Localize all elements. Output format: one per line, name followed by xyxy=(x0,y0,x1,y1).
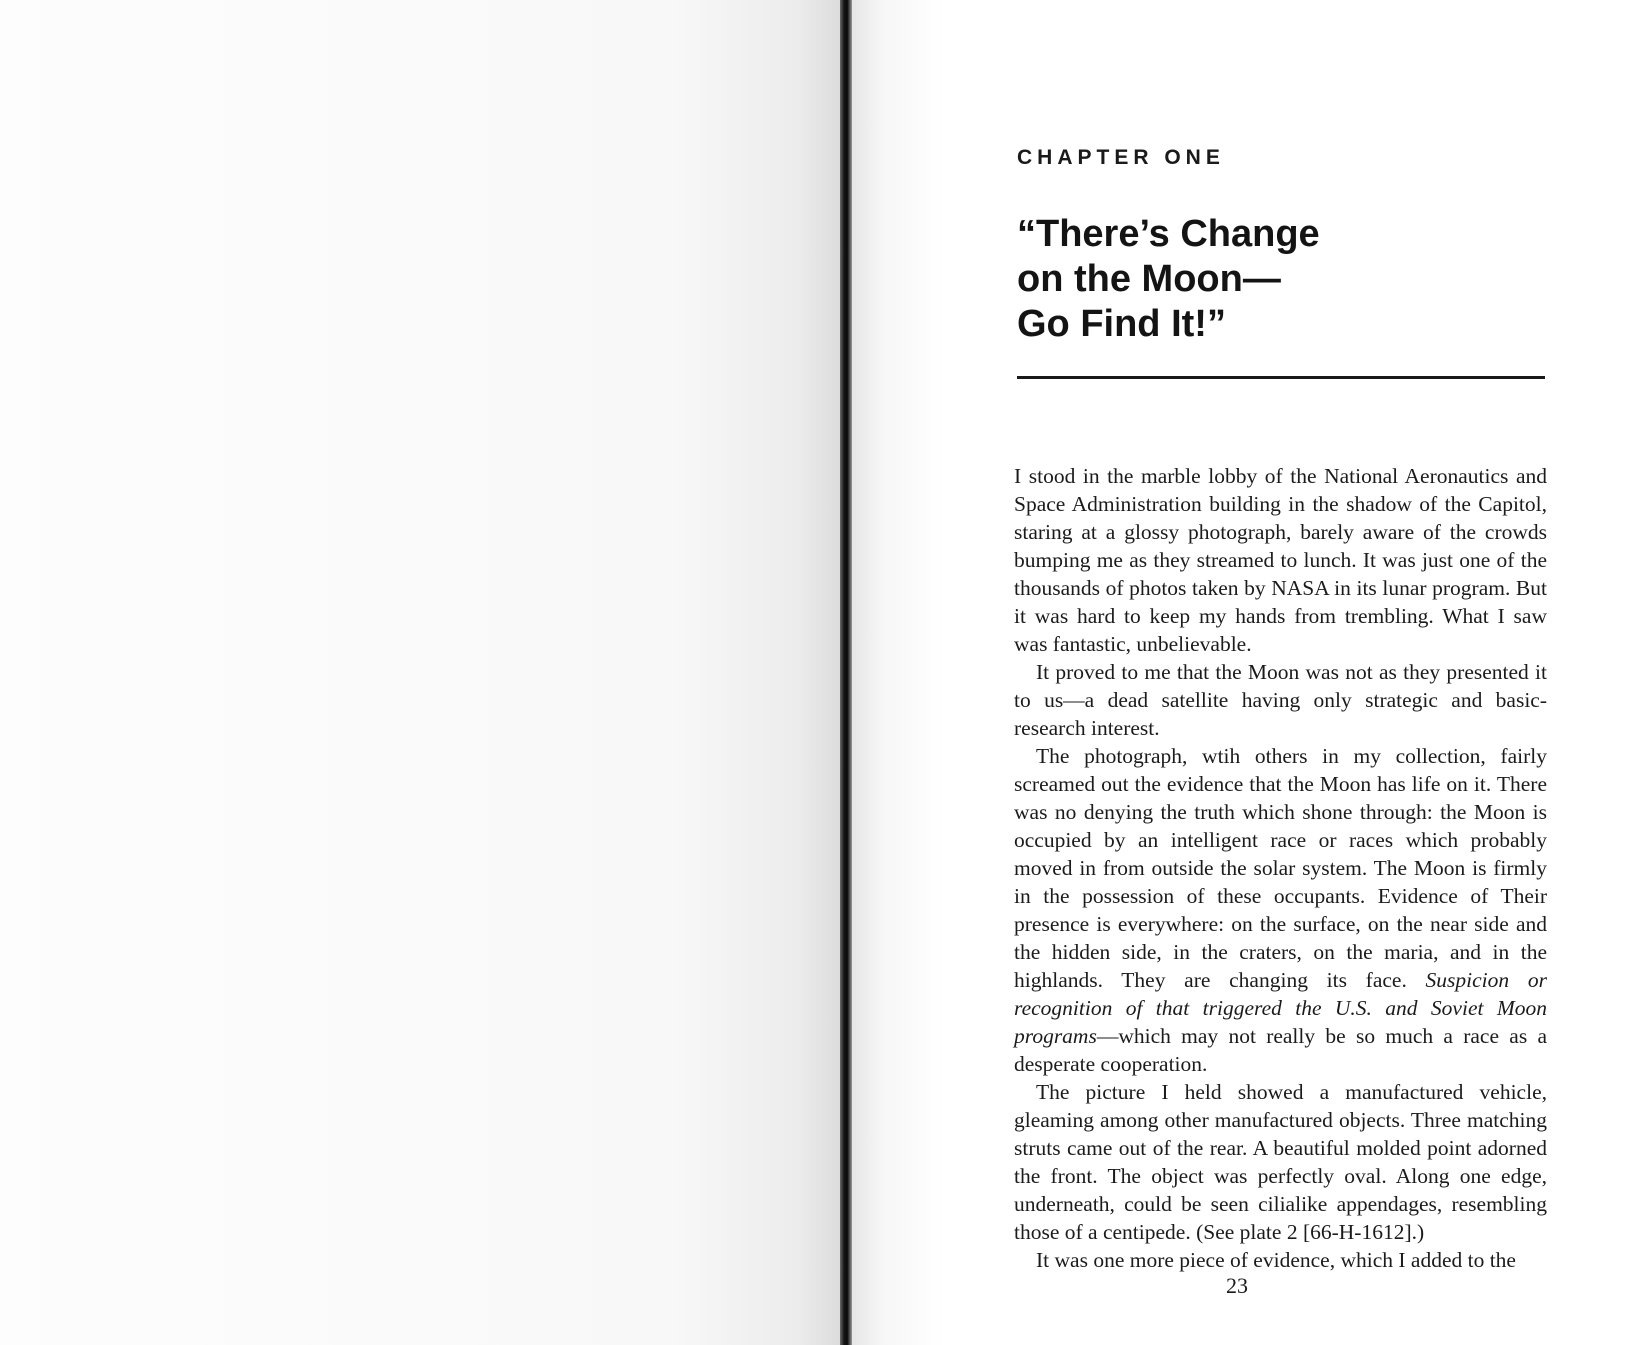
book-gutter xyxy=(840,0,852,1345)
paragraph xyxy=(1014,742,1547,1078)
chapter-title-line: Go Find It!” xyxy=(1017,303,1226,345)
chapter-body xyxy=(1014,462,1547,1274)
title-rule xyxy=(1017,376,1545,379)
paragraph: It was one more piece of evidence, which I added to the xyxy=(1036,1248,1516,1272)
chapter-title xyxy=(1017,212,1537,347)
paragraph: The picture I held showed a manufactured vehicle, gleaming among other manufactured objects. Three matching struts came out of the rear. A beautiful molded point adorned the front. The object was perfectly oval. Along one edge, underneath, could be seen cilialike appendages, resembling those of a centipede. (See plate 2 [66-H-1612].) xyxy=(1014,1080,1547,1244)
italic-phrase: Suspicion or recognition of that triggered the U.S. and Soviet Moon programs xyxy=(1014,968,1547,1048)
page-number: 23 xyxy=(1226,1273,1248,1298)
paragraph-text: The photograph, wtih others in my collection, fairly screamed out the evidence that the Moon has life on it. There was no denying the truth which shone through: the Moon is occupied by an intelligent race or races which probably moved in from outside the solar system. The Moon is firmly in the possession of these occupants. Evidence of Their presence is everywhere: on the surface, on the near side and the hidden side, in the craters, on the maria, and in the highlands. They are changing its face. xyxy=(1014,744,1547,992)
chapter-label: CHAPTER ONE xyxy=(1017,146,1225,169)
chapter-title-line: on the Moon— xyxy=(1017,258,1281,300)
paragraph: I stood in the marble lobby of the National Aeronautics and Space Administration building in the shadow of the Capitol, staring at a glossy photograph, barely aware of the crowds bumping me as they streamed to lunch. It was just one of the thousands of photos taken by NASA in its lunar program. But it was hard to keep my hands from trembling. What I saw was fantastic, unbelievable. xyxy=(1014,464,1547,656)
paragraph: It proved to me that the Moon was not as they presented it to us—a dead satellite having only strategic and basic-research interest. xyxy=(1014,660,1547,740)
chapter-title-line: “There’s Change xyxy=(1017,213,1320,255)
paragraph-text: —which may not really be so much a race as a desperate cooperation. xyxy=(1014,1024,1547,1076)
